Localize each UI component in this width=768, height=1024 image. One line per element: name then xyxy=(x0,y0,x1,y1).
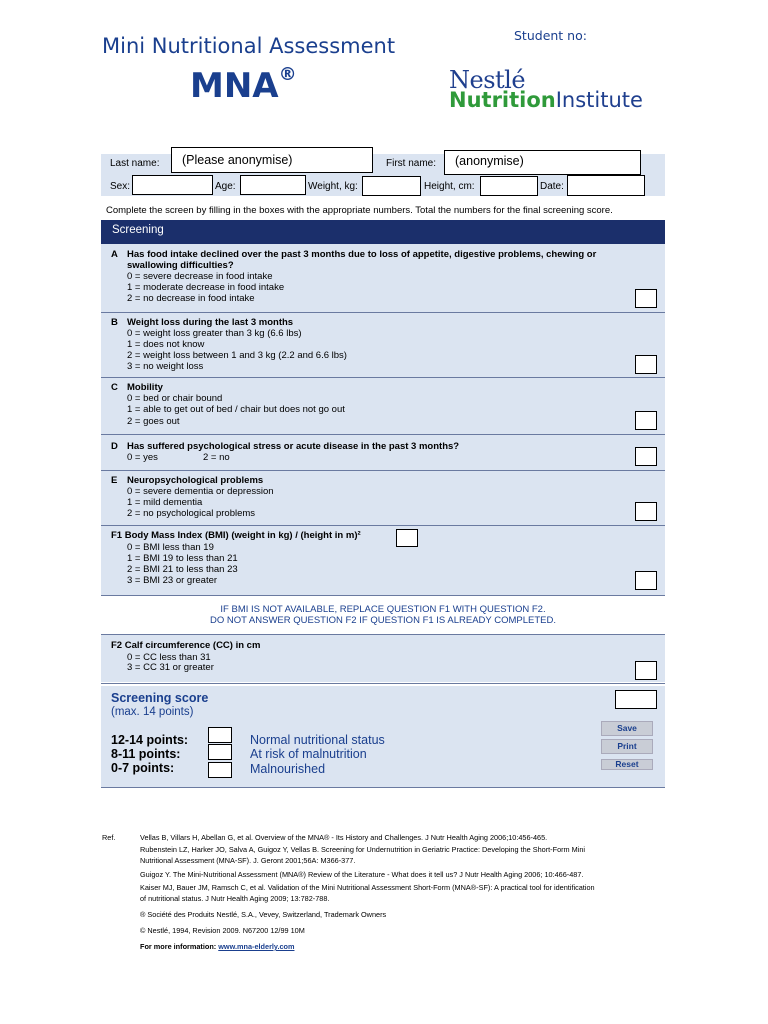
brand-institute: Institute xyxy=(555,88,643,112)
screening-header: Screening xyxy=(101,220,665,244)
question-letter: F1 xyxy=(111,530,123,541)
option: 2 = no xyxy=(203,452,230,463)
question-letter: A xyxy=(111,249,118,260)
score-box-d[interactable] xyxy=(635,447,657,466)
more-info-label: For more information: xyxy=(140,942,219,951)
question-d xyxy=(101,435,665,470)
height-field[interactable] xyxy=(480,176,538,196)
mna-website-link[interactable]: www.mna-elderly.com xyxy=(218,942,295,951)
nutrition-institute-logo xyxy=(449,88,643,112)
option: 2 = no psychological problems xyxy=(127,508,256,519)
more-info-line xyxy=(140,941,294,952)
question-letter: D xyxy=(111,441,118,452)
question-d-title xyxy=(111,441,459,452)
question-letter: C xyxy=(111,382,118,393)
question-b-title xyxy=(111,317,293,328)
reset-button[interactable]: Reset xyxy=(601,759,653,770)
age-field[interactable] xyxy=(240,175,306,195)
sex-field[interactable] xyxy=(132,175,213,195)
option: 0 = yes xyxy=(127,452,158,463)
student-number-label: Student no: xyxy=(514,28,587,43)
option: 0 = severe dementia or depression xyxy=(127,486,274,497)
question-f1-title xyxy=(111,530,361,541)
question-f1 xyxy=(101,526,665,595)
screening-score-max: (max. 14 points) xyxy=(111,706,194,718)
last-name-label: Last name: xyxy=(110,158,160,169)
mna-logo xyxy=(190,66,297,106)
question-e-title xyxy=(111,475,263,486)
instructions: Complete the screen by filling in the boxes with the appropriate numbers. Total the numbers for the final screening score. xyxy=(106,205,613,216)
age-label: Age: xyxy=(215,181,236,192)
option: 0 = CC less than 31 xyxy=(127,652,211,663)
option: 0 = BMI less than 19 xyxy=(127,542,214,553)
question-text: Weight loss during the last 3 months xyxy=(127,317,294,328)
points-range: 12-14 points: xyxy=(111,733,189,747)
question-a-title xyxy=(111,249,596,260)
option: 2 = goes out xyxy=(127,416,180,427)
score-box-a[interactable] xyxy=(635,289,657,308)
option: 1 = mild dementia xyxy=(127,497,203,508)
option: 2 = weight loss between 1 and 3 kg (2.2 and 6.6 lbs) xyxy=(127,350,347,361)
score-box-f1[interactable] xyxy=(635,571,657,590)
question-c xyxy=(101,378,665,434)
nestle-logo: Nestlé xyxy=(449,66,526,94)
reference-line: Rubenstein LZ, Harker JO, Salva A, Guigoz Y, Vellas B. Screening for Undernutrition in Geriatric Practice: Developing the Short-Form Mini xyxy=(140,845,586,854)
reference-line: Kaiser MJ, Bauer JM, Ramsch C, et al. Validation of the Mini Nutritional Assessment Short-Form (MNA®-SF): A practical tool for identification xyxy=(140,883,595,892)
option: 3 = BMI 23 or greater xyxy=(127,575,218,586)
question-text: Has suffered psychological stress or acute disease in the past 3 months? xyxy=(127,441,460,452)
option: 1 = moderate decrease in food intake xyxy=(127,282,285,293)
question-letter: B xyxy=(111,317,118,328)
option: 0 = severe decrease in food intake xyxy=(127,271,273,282)
total-score-box[interactable] xyxy=(615,690,657,709)
form-title: Mini Nutritional Assessment xyxy=(102,34,396,58)
status-text: Normal nutritional status xyxy=(250,733,385,747)
reference-line: of nutritional status. J Nutr Health Aging 2009; 13:782-788. xyxy=(140,894,330,903)
question-text: Has food intake declined over the past 3 months due to loss of appetite, digestive problems, chewing or xyxy=(127,249,597,260)
points-range: 8-11 points: xyxy=(111,747,181,761)
divider xyxy=(101,787,665,788)
option: 0 = weight loss greater than 3 kg (6.6 lbs) xyxy=(127,328,302,339)
references-label: Ref. xyxy=(102,833,116,842)
question-a-title-line2 xyxy=(127,260,234,271)
question-letter: E xyxy=(111,475,118,486)
question-f2 xyxy=(101,635,665,682)
bmi-note-line1: IF BMI IS NOT AVAILABLE, REPLACE QUESTION F1 WITH QUESTION F2. xyxy=(220,604,546,615)
sex-label: Sex: xyxy=(110,181,131,192)
reference-line: Guigoz Y. The Mini-Nutritional Assessment (MNA®) Review of the Literature - What does it tell us? J Nutr Health Aging 2006; 10:466-487. xyxy=(140,870,584,879)
date-label: Date: xyxy=(540,181,564,192)
print-button[interactable]: Print xyxy=(601,739,653,754)
option: 1 = BMI 19 to less than 21 xyxy=(127,553,238,564)
option: 1 = able to get out of bed / chair but does not go out xyxy=(127,404,345,415)
screening-score-title: Screening score xyxy=(111,691,209,705)
registered-mark: ® xyxy=(278,64,297,85)
divider xyxy=(101,683,665,684)
trademark-line: ® Société des Produits Nestlé, S.A., Vevey, Switzerland, Trademark Owners xyxy=(140,910,387,919)
date-field[interactable] xyxy=(567,175,645,196)
bmi-note-line2: DO NOT ANSWER QUESTION F2 IF QUESTION F1 IS ALREADY COMPLETED. xyxy=(210,615,556,626)
divider xyxy=(101,595,665,596)
screening-score-panel xyxy=(101,686,665,787)
option: 2 = BMI 21 to less than 23 xyxy=(127,564,238,575)
score-box-f2[interactable] xyxy=(635,661,657,680)
question-text: Body Mass Index (BMI) (weight in kg) / (height in m)² xyxy=(124,530,361,541)
last-name-value: (Please anonymise) xyxy=(182,153,293,167)
question-b xyxy=(101,313,665,377)
score-box-e[interactable] xyxy=(635,502,657,521)
score-box-c[interactable] xyxy=(635,411,657,430)
points-box[interactable] xyxy=(208,727,232,743)
score-box-b[interactable] xyxy=(635,355,657,374)
height-label: Height, cm: xyxy=(424,181,475,192)
copyright-line: © Nestlé, 1994, Revision 2009. N67200 12/99 10M xyxy=(140,926,305,935)
option: 2 = no decrease in food intake xyxy=(127,293,255,304)
mna-text: MNA xyxy=(190,66,279,106)
first-name-label: First name: xyxy=(386,158,437,169)
question-text: Mobility xyxy=(127,382,163,393)
weight-field[interactable] xyxy=(362,176,421,196)
reference-line: Vellas B, Villars H, Abellan G, et al. Overview of the MNA® - Its History and Challenges. J Nutr Health Aging 2006;10:456-465. xyxy=(140,833,548,842)
question-a xyxy=(101,244,665,312)
question-letter: F2 xyxy=(111,640,123,651)
points-box[interactable] xyxy=(208,744,232,760)
status-text: At risk of malnutrition xyxy=(250,747,367,761)
points-box[interactable] xyxy=(208,762,232,778)
option: 3 = CC 31 or greater xyxy=(127,662,214,673)
bmi-box[interactable] xyxy=(396,529,418,547)
points-range: 0-7 points: xyxy=(111,761,175,775)
brand-nutrition: Nutrition xyxy=(449,88,556,112)
reference-line: Nutritional Assessment (MNA-SF). J. Geront 2001;56A: M366-377. xyxy=(140,856,356,865)
question-e xyxy=(101,471,665,525)
first-name-value: (anonymise) xyxy=(455,154,524,168)
question-text: swallowing difficulties? xyxy=(127,260,234,271)
status-text: Malnourished xyxy=(250,762,326,776)
option: 3 = no weight loss xyxy=(127,361,204,372)
option: 0 = bed or chair bound xyxy=(127,393,223,404)
question-text: Calf circumference (CC) in cm xyxy=(124,640,261,651)
question-c-title xyxy=(111,382,163,393)
question-text: Neuropsychological problems xyxy=(127,475,264,486)
option: 1 = does not know xyxy=(127,339,205,350)
weight-label: Weight, kg: xyxy=(308,181,358,192)
question-f2-title xyxy=(111,640,260,651)
save-button[interactable]: Save xyxy=(601,721,653,736)
